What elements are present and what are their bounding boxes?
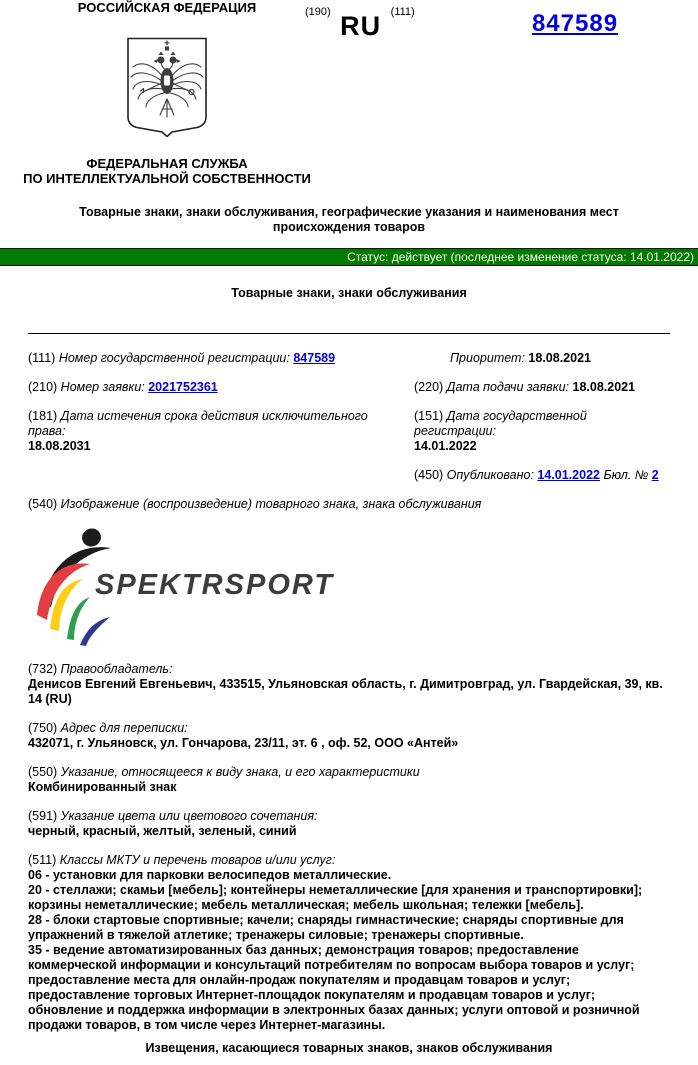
field-210-label: Номер заявки: <box>60 380 145 394</box>
field-220-code: (220) <box>414 380 444 394</box>
field-750-code: (750) <box>28 721 58 735</box>
field-550 <box>0 765 698 795</box>
field-row-4 <box>28 468 670 483</box>
field-540-label: Изображение (воспроизведение) товарного знака, знака обслуживания <box>60 497 482 511</box>
document-header <box>0 0 698 197</box>
field-591-labelline <box>28 809 670 824</box>
priority-label: Приоритет: <box>450 351 525 365</box>
field-550-label: Указание, относящееся к виду знака, и его характеристики <box>60 765 420 779</box>
field-540-code: (540) <box>28 497 58 511</box>
bibliographic-fields <box>0 334 698 483</box>
field-450-date-link[interactable]: 14.01.2022 <box>537 468 600 482</box>
field-210 <box>28 380 414 395</box>
field-row-4-spacer <box>28 468 414 483</box>
trademark-logo-text: SPEKTRSPORT <box>95 569 335 601</box>
field-181 <box>28 409 414 454</box>
field-450 <box>414 468 670 483</box>
field-750-value: 432071, г. Ульяновск, ул. Гончарова, 23/11, эт. 6 , оф. 52, ООО «Антей» <box>28 736 459 750</box>
field-550-value: Комбинированный знак <box>28 780 177 794</box>
inid-code-190: (190) <box>305 6 331 18</box>
agency-name <box>0 156 334 187</box>
field-540 <box>0 497 698 512</box>
status-text: Статус: действует (последнее изменение статуса: 14.01.2022) <box>347 250 694 264</box>
inid-code-111: (111) <box>390 6 415 18</box>
field-151-code: (151) <box>414 409 444 423</box>
field-550-code: (550) <box>28 765 58 779</box>
field-750-label: Адрес для переписки: <box>60 721 188 735</box>
field-511-class-20: 20 - стеллажи; скамьи [мебель]; контейнеры неметаллические [для хранения и транспортировки]; корзины неметаллические; мебель металлическая; мебель школьная; тележки [мебель]. <box>28 883 643 912</box>
field-732 <box>0 662 698 707</box>
trademark-logo-image <box>28 522 348 652</box>
field-220-value: 18.08.2021 <box>572 380 636 394</box>
coat-of-arms-icon <box>122 37 212 141</box>
section-title: Товарные знаки, знаки обслуживания <box>231 286 467 300</box>
agency-line-1: ФЕДЕРАЛЬНАЯ СЛУЖБА <box>86 156 248 171</box>
document-type-title: Товарные знаки, знаки обслуживания, географические указания и наименования мест происхождения товаров <box>79 205 619 234</box>
field-181-value: 18.08.2031 <box>28 439 91 453</box>
field-row-2 <box>28 380 670 395</box>
field-181-label: Дата истечения срока действия исключительного права: <box>28 409 368 438</box>
field-111-label: Номер государственной регистрации: <box>58 351 290 365</box>
field-591-code: (591) <box>28 809 58 823</box>
status-bar <box>0 248 698 266</box>
field-511-code: (511) <box>28 853 57 867</box>
field-450-code: (450) <box>414 468 444 482</box>
field-450-label: Опубликовано: <box>446 468 534 482</box>
field-111-code: (111) <box>28 351 56 365</box>
field-550-labelline <box>28 765 670 780</box>
field-151-label: Дата государственной регистрации: <box>414 409 587 438</box>
field-591-value: черный, красный, желтый, зеленый, синий <box>28 824 297 838</box>
field-511-labelline <box>28 853 670 868</box>
field-732-labelline <box>28 662 670 677</box>
field-450-bulletin-label: Бюл. № <box>603 468 649 482</box>
field-row-1 <box>28 351 670 366</box>
field-732-value: Денисов Евгений Евгеньевич, 433515, Ульяновская область, г. Димитровград, ул. Гвардейская, 39, кв. 14 (RU) <box>28 677 663 706</box>
field-511 <box>0 853 698 1033</box>
field-511-class-06: 06 - установки для парковки велосипедов металлические. <box>28 868 392 882</box>
priority-value: 18.08.2021 <box>528 351 591 365</box>
country-code: RU <box>340 11 382 41</box>
header-codes <box>305 6 415 41</box>
field-511-class-35: 35 - ведение автоматизированных баз данных; демонстрация товаров; предоставление коммерческой информации и консультаций потребителям по вопросам выбора товаров и услуг; предоставление места для онлайн-продаж покупателям и продавцам товаров и услуг; предоставление торговых Интернет-площадок покупателям и продавцам товаров и услуг; обновление и поддержка информации в электронных базах данных; услуги оптовой и розничной продажи товаров, в том числе через Интернет-магазины. <box>28 943 640 1032</box>
notices-title: Извещения, касающиеся товарных знаков, знаков обслуживания <box>145 1041 553 1055</box>
field-181-code: (181) <box>28 409 58 423</box>
field-732-code: (732) <box>28 662 58 676</box>
registration-number-header <box>480 10 670 39</box>
country-title: РОССИЙСКАЯ ФЕДЕРАЦИЯ <box>77 0 257 15</box>
field-210-code: (210) <box>28 380 58 394</box>
field-priority <box>414 351 670 366</box>
field-151-value: 14.01.2022 <box>414 439 477 453</box>
field-732-label: Правообладатель: <box>60 662 173 676</box>
field-750-labelline <box>28 721 670 736</box>
registration-number-link[interactable]: 847589 <box>531 10 619 37</box>
field-591 <box>0 809 698 839</box>
field-511-label: Классы МКТУ и перечень товаров и/или услуг: <box>59 853 336 867</box>
field-750 <box>0 721 698 751</box>
field-row-3 <box>28 409 670 454</box>
field-511-class-28: 28 - блоки стартовые спортивные; качели; снаряды гимнастические; снаряды спортивные для упражнений в тяжелой атлетике; тренажеры силовые; тренажеры спортивные. <box>28 913 624 942</box>
field-111-value-link[interactable]: 847589 <box>293 351 336 365</box>
field-450-bulletin-link[interactable]: 2 <box>651 468 659 482</box>
agency-line-2: ПО ИНТЕЛЛЕКТУАЛЬНОЙ СОБСТВЕННОСТИ <box>23 171 311 187</box>
field-220 <box>414 380 670 395</box>
field-111 <box>28 351 414 366</box>
field-591-label: Указание цвета или цветового сочетания: <box>60 809 318 823</box>
field-210-value-link[interactable]: 2021752361 <box>148 380 218 394</box>
field-151 <box>414 409 670 454</box>
field-220-label: Дата подачи заявки: <box>446 380 570 394</box>
